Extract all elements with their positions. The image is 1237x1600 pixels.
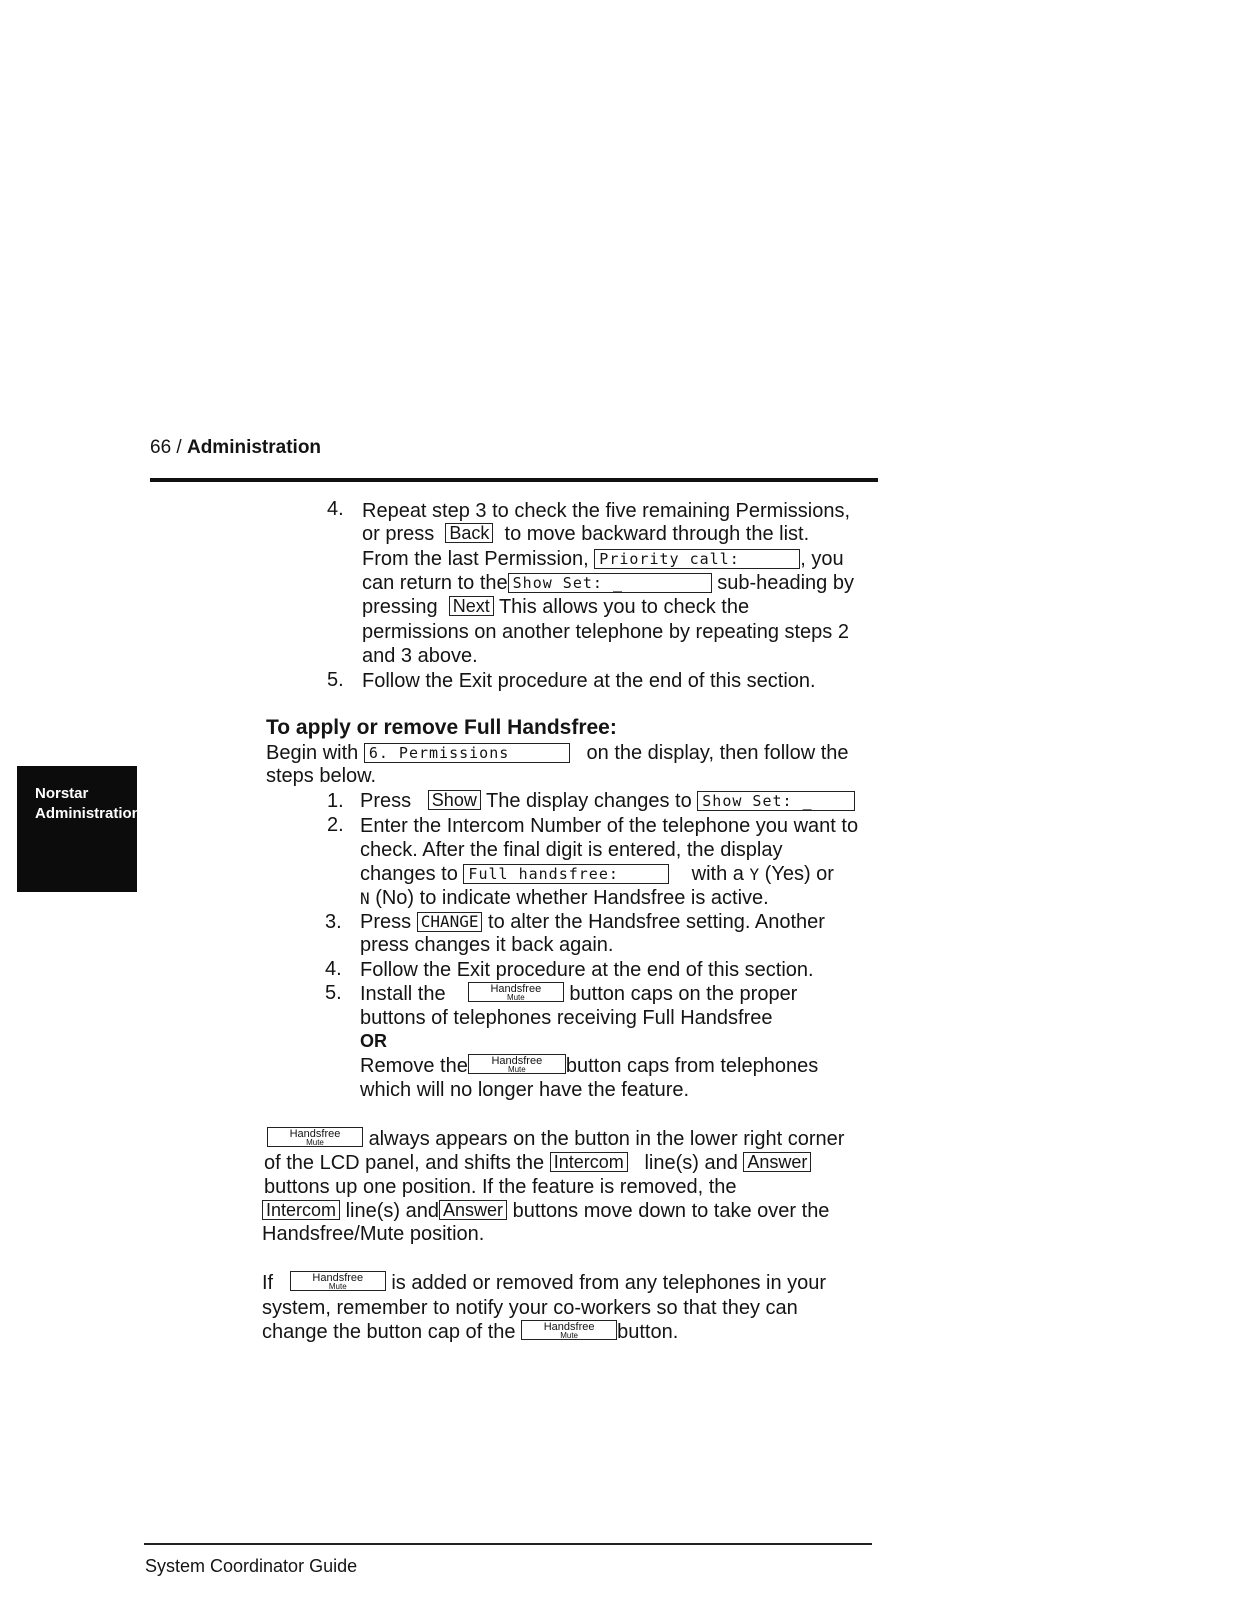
answer-key: Answer xyxy=(743,1152,811,1172)
text: on the display, then follow the xyxy=(586,742,849,764)
text: Remove the xyxy=(360,1055,468,1077)
text: This allows you to check the xyxy=(498,596,750,618)
text: line(s) and xyxy=(345,1200,439,1222)
side-tab-line2: Administration xyxy=(35,805,141,822)
text: to alter the Handsfree setting. Another xyxy=(488,911,825,933)
text: From the last Permission, xyxy=(362,548,589,570)
page-footer: System Coordinator Guide xyxy=(145,1556,358,1576)
priority-call-display: Priority call: xyxy=(594,549,800,569)
text: (Yes) or xyxy=(764,863,834,885)
list-text: press changes it back again. xyxy=(360,934,614,956)
text: button. xyxy=(617,1321,679,1343)
text: Install the xyxy=(360,983,446,1005)
text: can return to the xyxy=(362,572,508,594)
next-key: Next xyxy=(449,596,494,616)
show-set-display: Show Set: _ xyxy=(697,791,855,811)
text: , you xyxy=(800,548,844,570)
text: Press xyxy=(360,790,412,812)
side-tab xyxy=(17,766,141,892)
list-text: check. After the final digit is entered, the display xyxy=(360,839,783,861)
section-title: Administration xyxy=(186,437,322,458)
permissions-display: 6. Permissions xyxy=(364,743,570,763)
text: or press xyxy=(362,523,435,545)
list-text xyxy=(360,789,855,813)
list-text xyxy=(360,886,769,911)
text: to move backward through the list. xyxy=(504,523,810,545)
list-number: 5. xyxy=(325,982,342,1004)
text: button caps on the proper xyxy=(569,983,798,1005)
text: buttons move down to take over the xyxy=(512,1200,830,1222)
footer-rule xyxy=(144,1543,872,1545)
intro-text: steps below. xyxy=(266,765,377,787)
text: sub-heading by xyxy=(717,572,854,594)
intro-text xyxy=(266,741,849,765)
text: changes to xyxy=(360,863,458,885)
list-number: 1. xyxy=(327,790,344,812)
list-text: Enter the Intercom Number of the telephone you want to xyxy=(360,815,859,837)
text: Press xyxy=(360,911,412,933)
list-text: Repeat step 3 to check the five remaining Permissions, xyxy=(362,500,851,522)
list-text xyxy=(362,547,844,571)
list-text xyxy=(362,522,809,546)
text: If xyxy=(262,1272,274,1294)
text: The display changes to xyxy=(486,790,692,812)
list-text xyxy=(360,982,797,1006)
paragraph-line xyxy=(262,1199,829,1223)
list-text: Follow the Exit procedure at the end of this section. xyxy=(362,670,816,692)
text: (No) to indicate whether Handsfree is active. xyxy=(375,887,769,909)
list-number: 3. xyxy=(325,911,342,933)
text: change the button cap of the xyxy=(262,1321,516,1343)
list-text xyxy=(360,862,834,887)
text: pressing xyxy=(362,596,438,618)
section-heading: To apply or remove Full Handsfree: xyxy=(266,716,617,739)
handsfree-button-cap: Handsfree Mute xyxy=(521,1320,617,1340)
list-text: permissions on another telephone by repeating steps 2 xyxy=(362,621,849,643)
handsfree-button-cap: Handsfree Mute xyxy=(468,1054,566,1074)
page-header xyxy=(150,437,321,459)
paragraph-line xyxy=(262,1271,826,1295)
no-display-char: N xyxy=(360,889,370,908)
handsfree-button-cap: Handsfree Mute xyxy=(267,1127,363,1147)
list-text: which will no longer have the feature. xyxy=(360,1079,690,1101)
list-text xyxy=(360,1054,818,1078)
paragraph-line xyxy=(267,1127,844,1151)
text: of the LCD panel, and shifts the xyxy=(264,1152,545,1174)
text: line(s) and xyxy=(644,1152,738,1174)
show-set-display: Show Set: _ xyxy=(508,573,712,593)
or-label: OR xyxy=(360,1031,387,1051)
list-number: 4. xyxy=(325,958,342,980)
back-key: Back xyxy=(445,523,493,543)
paragraph-line: system, remember to notify your co-workers so that they can xyxy=(262,1297,798,1319)
page-number: 66 / xyxy=(150,437,182,458)
handsfree-button-cap: Handsfree Mute xyxy=(290,1271,386,1291)
answer-key: Answer xyxy=(439,1200,507,1220)
paragraph-line: buttons up one position. If the feature is removed, the xyxy=(264,1176,737,1198)
text: with a xyxy=(691,863,744,885)
paragraph-line xyxy=(264,1151,811,1175)
paragraph-line xyxy=(262,1320,678,1344)
yes-display-char: Y xyxy=(749,865,760,884)
side-tab-line1: Norstar xyxy=(35,785,89,802)
list-number: 4. xyxy=(327,498,344,520)
list-number: 5. xyxy=(327,669,344,691)
header-rule xyxy=(150,478,878,482)
text: button caps from telephones xyxy=(565,1055,819,1077)
list-text xyxy=(362,595,749,619)
list-text xyxy=(360,910,825,934)
full-handsfree-display: Full handsfree: xyxy=(463,864,669,884)
intercom-key: Intercom xyxy=(262,1200,340,1220)
paragraph-line: Handsfree/Mute position. xyxy=(262,1223,485,1245)
show-key: Show xyxy=(428,790,481,810)
handsfree-button-cap: Handsfree Mute xyxy=(468,982,564,1002)
list-number: 2. xyxy=(327,814,344,836)
intercom-key: Intercom xyxy=(550,1152,628,1172)
list-text: and 3 above. xyxy=(362,645,478,667)
text: always appears on the button in the lower right corner xyxy=(368,1128,845,1150)
list-text: buttons of telephones receiving Full Handsfree xyxy=(360,1007,773,1029)
list-text xyxy=(362,571,854,595)
text: is added or removed from any telephones in your xyxy=(391,1272,827,1294)
list-text: Follow the Exit procedure at the end of this section. xyxy=(360,959,814,981)
change-key: CHANGE xyxy=(417,912,483,932)
text: Begin with xyxy=(266,742,359,764)
